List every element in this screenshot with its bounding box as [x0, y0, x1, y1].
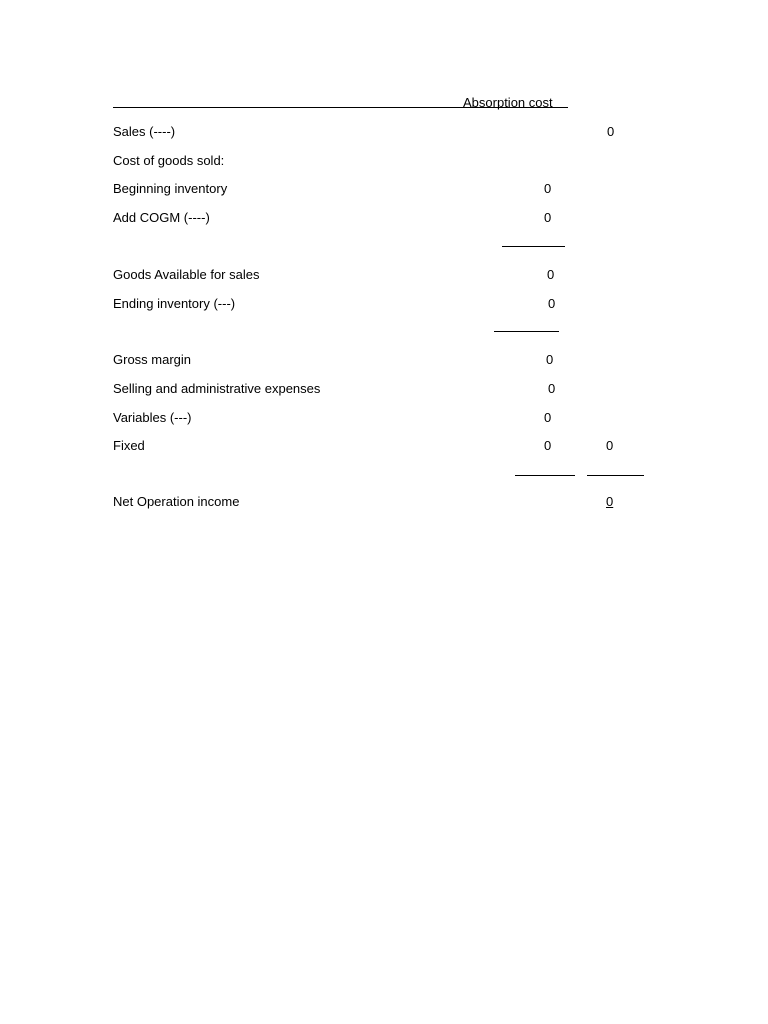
ending-inventory-value: 0	[548, 296, 556, 311]
subtotal-rule-1	[502, 246, 565, 247]
subtotal-rule-4	[587, 475, 644, 476]
fixed-total-value: 0	[606, 438, 614, 453]
variables-value: 0	[544, 410, 552, 425]
variables-label: Variables (---)	[113, 410, 192, 425]
cogs-heading: Cost of goods sold:	[113, 153, 225, 168]
net-operating-income-value: 0	[606, 494, 614, 509]
sales-value: 0	[607, 124, 615, 139]
subtotal-rule-3	[515, 475, 575, 476]
subtotal-rule-2	[494, 331, 559, 332]
column-title-absorption-cost: Absorption cost	[463, 95, 553, 110]
net-operating-income-label: Net Operation income	[113, 494, 240, 509]
beginning-inventory-label: Beginning inventory	[113, 181, 228, 196]
selling-admin-value: 0	[548, 381, 556, 396]
ending-inventory-label: Ending inventory (---)	[113, 296, 236, 311]
add-cogm-value: 0	[544, 210, 552, 225]
goods-available-label: Goods Available for sales	[113, 267, 260, 282]
fixed-value: 0	[544, 438, 552, 453]
goods-available-value: 0	[547, 267, 555, 282]
sales-label: Sales (----)	[113, 124, 176, 139]
fixed-label: Fixed	[113, 438, 145, 453]
gross-margin-value: 0	[546, 352, 554, 367]
beginning-inventory-value: 0	[544, 181, 552, 196]
selling-admin-label: Selling and administrative expenses	[113, 381, 321, 396]
add-cogm-label: Add COGM (----)	[113, 210, 210, 225]
gross-margin-label: Gross margin	[113, 352, 192, 367]
